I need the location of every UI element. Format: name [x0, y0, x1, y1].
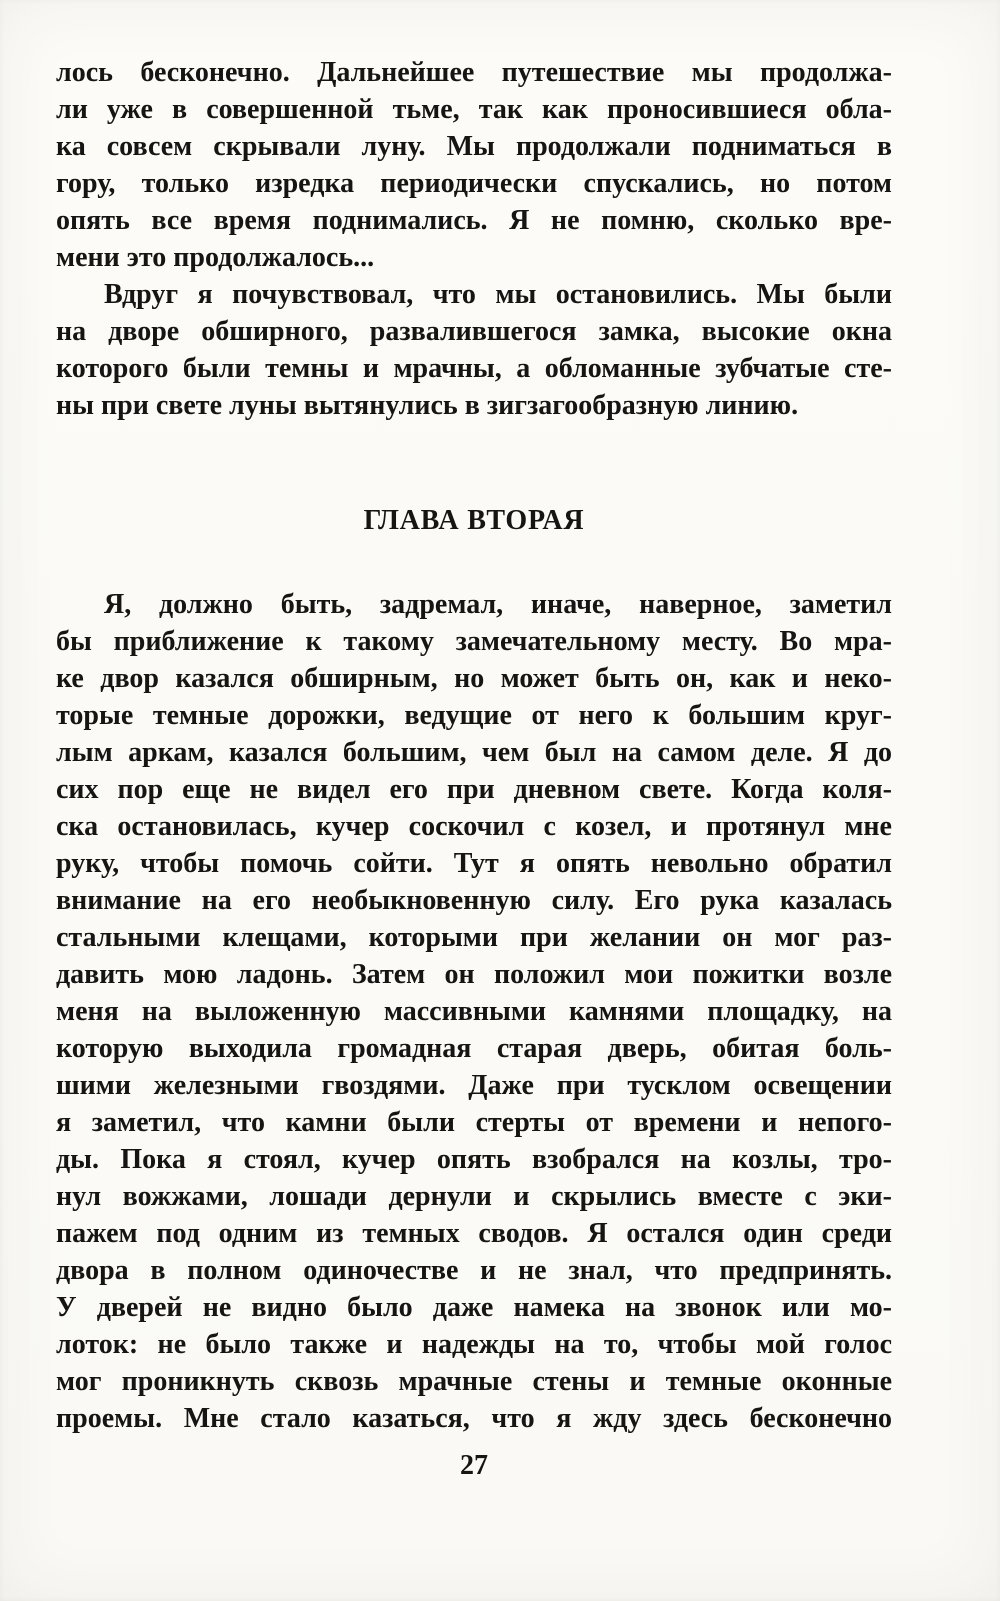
text-line: меня на выложенную массивными камнями площадку, на — [56, 996, 892, 1027]
text-line: лось бесконечно. Дальнейшее путешествие мы продолжа- — [56, 57, 892, 88]
text-line: ды. Пока я стоял, кучер опять взобрался на козлы, тро- — [56, 1144, 892, 1175]
text-line: У дверей не видно было даже намека на звонок или мо- — [56, 1292, 892, 1323]
text-line: внимание на его необыкновенную силу. Его рука казалась — [56, 885, 892, 916]
text-line: нул вожжами, лошади дернули и скрылись вместе с эки- — [56, 1181, 892, 1212]
page-number: 27 — [460, 1450, 488, 1481]
text-line: которую выходила громадная старая дверь, обитая боль- — [56, 1033, 892, 1064]
chapter-heading: ГЛАВА ВТОРАЯ — [363, 505, 585, 536]
text-line: ска остановилась, кучер соскочил с козел, и протянул мне — [56, 811, 892, 842]
text-line: которого были темны и мрачны, а обломанные зубчатые сте- — [56, 353, 892, 384]
text-line: давить мою ладонь. Затем он положил мои пожитки возле — [56, 959, 892, 990]
page-text-block — [56, 54, 892, 1437]
text-line: пажем под одним из темных сводов. Я остался один среди — [56, 1218, 892, 1249]
text-line: лым аркам, казался большим, чем был на самом деле. Я до — [56, 737, 892, 768]
text-line: мени это продолжалось... — [56, 242, 375, 273]
text-line: стальными клещами, которыми при желании он мог раз- — [56, 922, 892, 953]
text-line: проемы. Мне стало казаться, что я жду здесь бесконечно — [56, 1403, 892, 1434]
text-line: лоток: не было также и надежды на то, чтобы мой голос — [56, 1329, 892, 1360]
text-line: Вдруг я почувствовал, что мы остановились. Мы были — [104, 279, 892, 310]
text-line: сих пор еще не видел его при дневном свете. Когда коля- — [56, 774, 892, 805]
text-line: двора в полном одиночестве и не знал, что предпринять. — [56, 1255, 892, 1286]
text-line: опять все время поднимались. Я не помню, сколько вре- — [56, 205, 892, 236]
paragraph — [56, 276, 892, 424]
text-line: шими железными гвоздями. Даже при тусклом освещении — [56, 1070, 892, 1101]
text-line: ли уже в совершенной тьме, так как проносившиеся обла- — [56, 94, 892, 125]
text-line: руку, чтобы помочь сойти. Тут я опять невольно обратил — [56, 848, 892, 879]
text-line: ны при свете луны вытянулись в зигзагообразную линию. — [56, 390, 799, 421]
text-line: мог проникнуть сквозь мрачные стены и темные оконные — [56, 1366, 892, 1397]
text-line: бы приближение к такому замечательному месту. Во мра- — [56, 626, 892, 657]
text-line: торые темные дорожки, ведущие от него к большим круг- — [56, 700, 892, 731]
text-line: на дворе обширного, развалившегося замка, высокие окна — [56, 316, 892, 347]
text-line: Я, должно быть, задремал, иначе, наверное, заметил — [104, 589, 892, 620]
text-line: гору, только изредка периодически спускались, но потом — [56, 168, 892, 199]
paragraph — [56, 54, 892, 276]
text-line: я заметил, что камни были стерты от времени и непого- — [56, 1107, 892, 1138]
text-line: ка совсем скрывали луну. Мы продолжали подниматься в — [56, 131, 892, 162]
text-line: ке двор казался обширным, но может быть он, как и неко- — [56, 663, 892, 694]
paragraph — [56, 586, 892, 1437]
